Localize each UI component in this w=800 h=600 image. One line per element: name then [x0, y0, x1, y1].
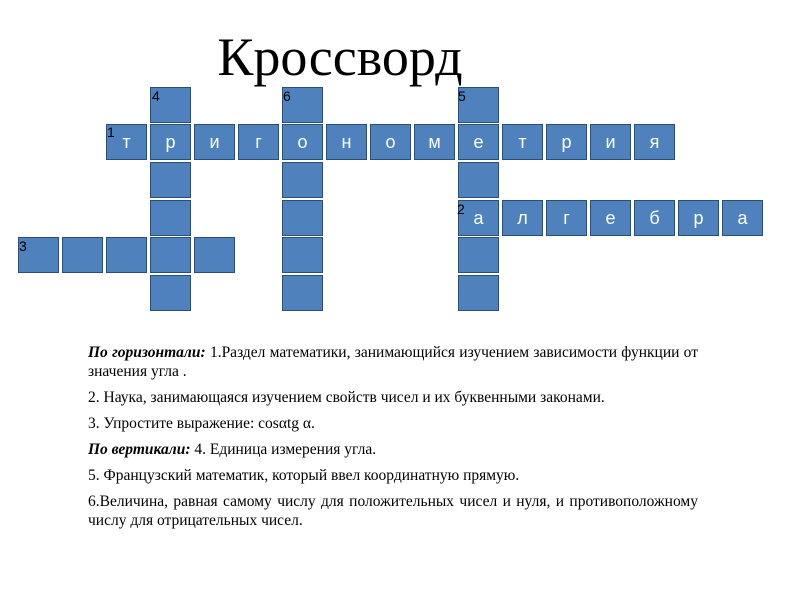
clue-v4-text: 4. Единица измерения угла. [190, 441, 377, 458]
clue-number-3: 3 [19, 238, 27, 254]
cell-3-5[interactable] [194, 237, 235, 273]
clues-section [88, 343, 698, 537]
clue-number-2: 2 [457, 201, 465, 217]
cell-1-4[interactable]: г [238, 124, 279, 160]
clue-v4 [88, 440, 698, 459]
clue-h1-text: 1.Раздел математики, занимающийся изучением зависимости функции от значения угла . [88, 344, 699, 380]
cell-6-6[interactable] [282, 275, 323, 311]
clue-number-6: 6 [283, 88, 291, 104]
cell-2-7[interactable]: а [722, 200, 763, 236]
clue-number-1: 1 [107, 124, 115, 140]
cell-2-6[interactable]: р [678, 200, 719, 236]
cell-2-1[interactable]: а [458, 200, 499, 236]
cell-1-1[interactable]: т [106, 124, 147, 160]
clue-h3: 3. Упростите выражение: cosαtg α. [88, 415, 315, 432]
cell-2-2[interactable]: л [502, 200, 543, 236]
cell-2-5[interactable]: б [634, 200, 675, 236]
vertical-heading: По вертикали: [88, 441, 191, 458]
cell-1-3[interactable]: и [194, 124, 235, 160]
cell-3-2[interactable] [62, 237, 103, 273]
clue-v5: 5. Французский математик, который ввел координатную прямую. [88, 467, 520, 484]
cell-4-6[interactable] [150, 275, 191, 311]
clue-number-4: 4 [152, 88, 160, 104]
cell-2-3[interactable]: г [546, 200, 587, 236]
cell-1-10[interactable]: т [502, 124, 543, 160]
cell-5-5[interactable] [458, 237, 499, 273]
cell-1-11[interactable]: р [546, 124, 587, 160]
cell-5-6[interactable] [458, 275, 499, 311]
cell-1-6[interactable]: н [326, 124, 367, 160]
cell-1-13[interactable]: я [634, 124, 675, 160]
cell-4-4[interactable] [150, 200, 191, 236]
cell-1-2[interactable]: р [150, 124, 191, 160]
cell-6-3[interactable] [282, 162, 323, 198]
clue-h1 [88, 343, 698, 381]
cell-5-3[interactable] [458, 162, 499, 198]
cell-3-3[interactable] [106, 237, 147, 273]
clue-h2: 2. Наука, занимающаяся изучением свойств чисел и их буквенными законами. [88, 389, 605, 406]
cell-1-9[interactable]: е [458, 124, 499, 160]
clue-v6: 6.Величина, равная самому числу для положительных чисел и нуля, и противоположному числу для отрицательных чисел. [88, 493, 698, 529]
cell-1-8[interactable]: м [414, 124, 455, 160]
cell-3-4[interactable] [150, 237, 191, 273]
cell-6-5[interactable] [282, 237, 323, 273]
cell-4-3[interactable] [150, 162, 191, 198]
cell-1-5[interactable]: о [282, 124, 323, 160]
cell-1-7[interactable]: о [370, 124, 411, 160]
cell-1-12[interactable]: и [590, 124, 631, 160]
cell-2-4[interactable]: е [590, 200, 631, 236]
page-title: Кроссворд [217, 27, 463, 87]
clue-number-5: 5 [458, 88, 466, 104]
cell-6-4[interactable] [282, 200, 323, 236]
horizontal-heading: По горизонтали: [88, 344, 206, 361]
